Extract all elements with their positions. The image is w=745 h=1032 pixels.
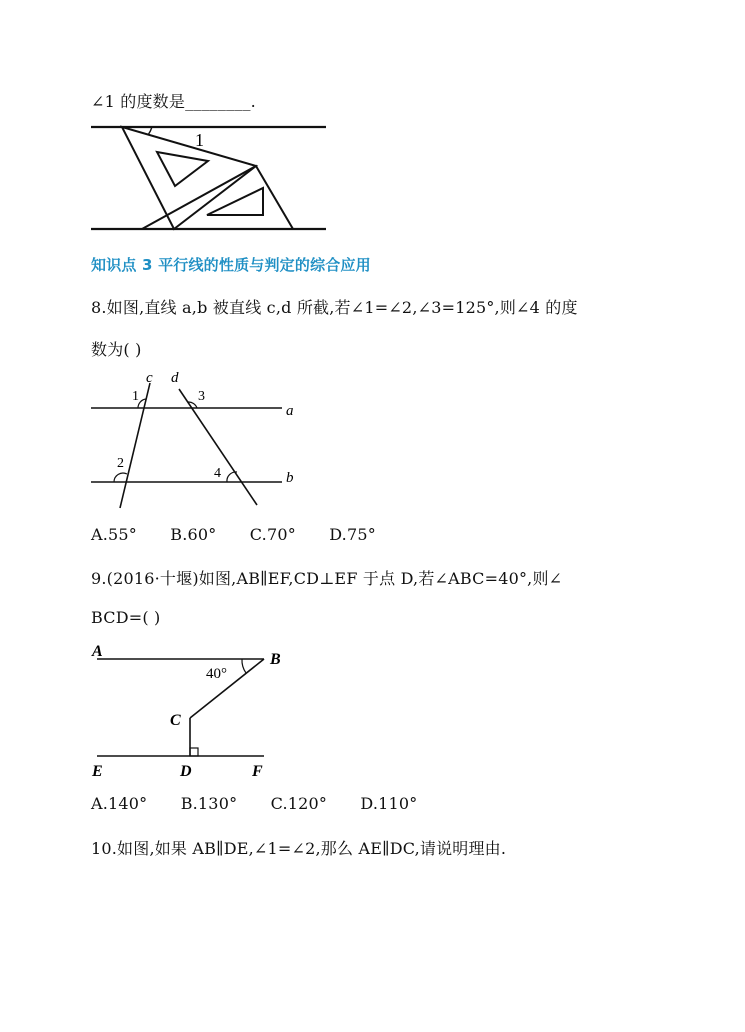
q8-line1: 8.如图,直线 a,b 被直线 c,d 所截,若∠1=∠2,∠3=125°,则∠4 的度 (91, 298, 578, 317)
fig8-angle-4: 4 (214, 466, 221, 481)
q9-option-d[interactable]: D.110° (360, 794, 418, 813)
fig9-angle-label: 40° (206, 666, 227, 682)
fig8-angle-2: 2 (117, 456, 124, 471)
fig8-label-d: d (171, 370, 179, 386)
fig9-label-E: E (92, 763, 103, 780)
q9-option-a[interactable]: A.140° (91, 794, 148, 813)
q8-option-d[interactable]: D.75° (329, 525, 376, 544)
fig8-label-c: c (146, 370, 153, 386)
q9-option-b[interactable]: B.130° (180, 794, 238, 813)
q9-options (91, 794, 445, 813)
q8-line2: 数为( ) (91, 340, 142, 359)
fig8-label-b: b (286, 470, 294, 486)
q8-option-c[interactable]: C.70° (249, 525, 296, 544)
fig8-angle-3: 3 (198, 389, 205, 404)
fig9-label-F: F (252, 763, 263, 780)
fig9-label-C: C (170, 712, 181, 729)
fig8-label-a: a (286, 403, 294, 419)
q7-text: ∠1 的度数是________. (91, 92, 256, 111)
fig9-label-A: A (92, 643, 103, 660)
q9-line1: 9.(2016·十堰)如图,AB∥EF,CD⊥EF 于点 D,若∠ABC=40°,则∠ (91, 569, 563, 588)
section-heading: 知识点 3 平行线的性质与判定的综合应用 (91, 256, 371, 274)
fig8-angle-1: 1 (132, 389, 139, 404)
q8-option-a[interactable]: A.55° (91, 525, 137, 544)
fig7-angle-label: 1 (195, 130, 204, 150)
q10-line1: 10.如图,如果 AB∥DE,∠1=∠2,那么 AE∥DC,请说明理由. (91, 839, 507, 858)
q9-option-c[interactable]: C.120° (270, 794, 328, 813)
fig9-label-D: D (180, 763, 192, 780)
fig9-label-B: B (270, 651, 281, 668)
q8-option-b[interactable]: B.60° (170, 525, 217, 544)
q9-line2: BCD=( ) (91, 608, 161, 627)
